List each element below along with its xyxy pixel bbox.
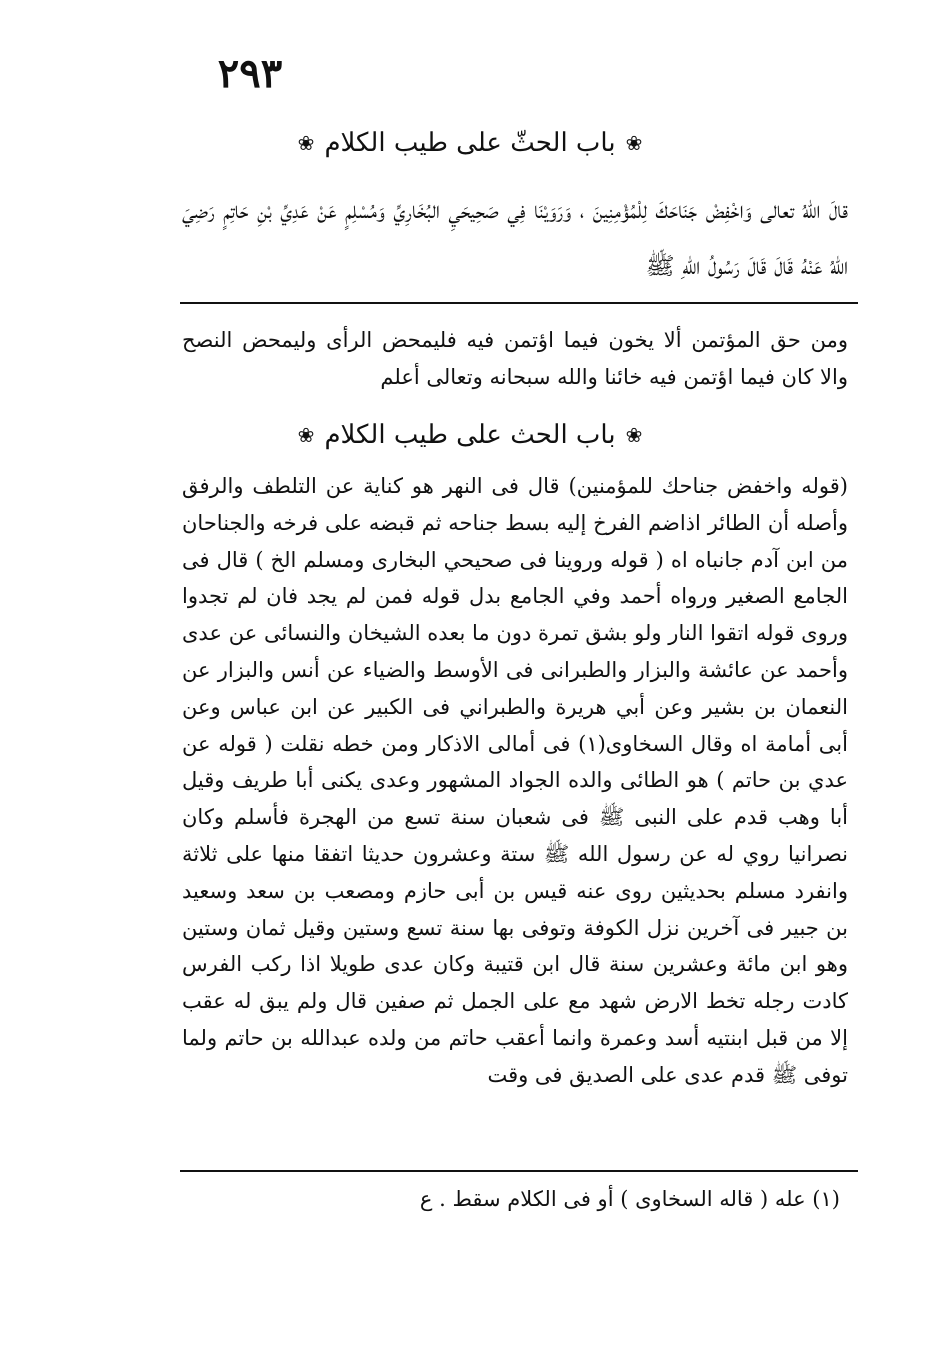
footnote-divider-line xyxy=(180,1170,858,1172)
ornament-icon: ❀ xyxy=(297,423,315,447)
commentary-main-paragraph: (قوله واخفض جناحك للمؤمنين) قال فى النهر هو كناية عن التلطف والرفق وأصله أن الطائر اذاضم الفرخ إليه بسط جناحه ثم قبضه على فرخه والجناحان من ابن آدم جانباه اه ( قوله وروينا فى صحيحي البخارى ومسلم الخ ) قال فى الجامع الصغير ورواه أحمد وفي الجامع بدل قوله فمن لم يجد فان لم تجدوا وروى قوله اتقوا النار ولو بشق تمرة دون ما بعده الشيخان والنسائى عن عدى وأحمد عن عائشة والبزار والطبرانى فى الأوسط والضياء عن أنس والبزار عن النعمان بن بشير وعن أبي هريرة والطبراني فى الكبير عن ابن عباس وعن أبى أمامة اه وقال السخاوى(١) فى أمالى الاذكار ومن خطه نقلت ( قوله عن عدي بن حاتم ) هو الطائى والده الجواد المشهور وعدى يكنى أبا طريف وقيل أبا وهب قدم على النبى ﷺ فى شعبان سنة تسع من الهجرة فأسلم وكان نصرانيا روي له عن رسول الله ﷺ ستة وعشرون حديثا اتفقا منها على ثلاثة وانفرد مسلم بحديثين روى عنه قيس بن أبى حازم ومصعب بن سعد وسعيد بن جبير فى آخرين نزل الكوفة وتوفى بها سنة تسع وستين وقيل ثمان وستين وهو ابن مائة وعشرين سنة قال ابن قتيبة وكان عدى طويلا اذا ركب الفرس كادت رجله تخط الارض شهد مع على الجمل ثم صفين قال ولم يبق له عقب إلا من قبل ابنتيه أسد وعمرة وانما أعقب حاتم من ولده عبدالله بن حاتم ولما توفى ﷺ قدم عدى على الصديق فى وقت xyxy=(182,474,848,1087)
ornament-icon: ❀ xyxy=(625,423,643,447)
main-chapter-heading xyxy=(120,128,820,158)
divider-line xyxy=(180,302,858,304)
commentary-heading-text: باب الحث على طيب الكلام xyxy=(324,420,616,450)
main-heading-text: باب الحثّ على طيب الكلام xyxy=(324,128,616,158)
ornament-icon: ❀ xyxy=(297,131,315,155)
commentary-top-paragraph: ومن حق المؤتمن ألا يخون فيما اؤتمن فيه فليمحض الرأى وليمحض النصح والا كان فيما اؤتمن فيه خائنا والله سبحانه وتعالى أعلم xyxy=(182,328,848,389)
footnote: (١) عله ( قاله السخاوى ) أو فى الكلام سقط . ع xyxy=(419,1187,840,1211)
page-number: ٢٩٣ xyxy=(217,50,283,97)
ornament-icon: ❀ xyxy=(625,131,643,155)
commentary-chapter-heading xyxy=(120,420,820,450)
matn-text: قالَ اللهُ تعالى وَاخْفِضْ جَنَاحَكَ لِلْمُؤْمِنِينَ ، وَرَوَيْنَا فِي صَحِيحَيِ البُخَارِيِّ وَمُسْلِمٍ عَنْ عَدِيِّ بْنِ حَاتِمٍ رَضِيَ اللهُ عَنْهُ قَالَ قَالَ رَسُولُ اللهِ ﷺ xyxy=(182,196,848,280)
